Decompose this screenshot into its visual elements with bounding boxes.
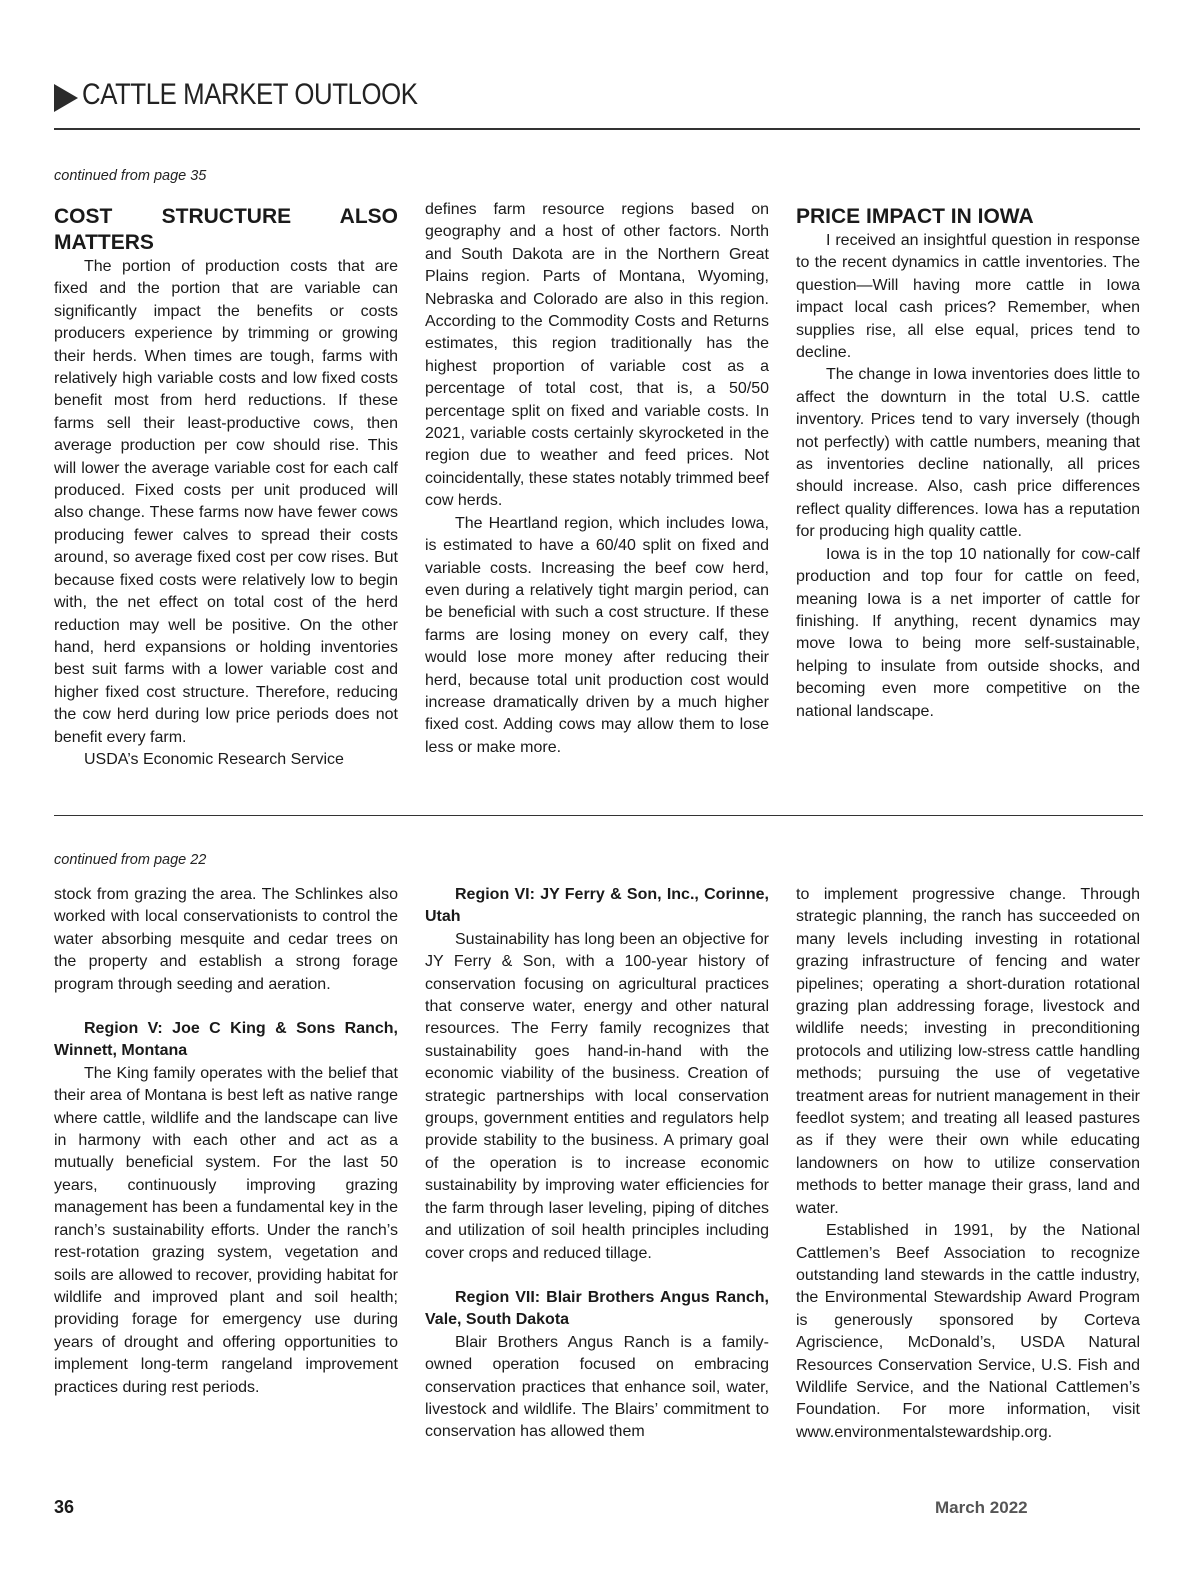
paragraph: stock from grazing the area. The Schlinkes also worked with local conservationists to control the water absorbing mesquite and cedar trees on the property and establish a strong forage program through seeding and aeration. [54, 886, 398, 993]
paragraph: to implement progressive change. Through strategic planning, the ranch has succeeded on many levels including investing in rotational grazing infrastructure of fencing and water pipelines; operating a short-duration rotational grazing plan addressing forage, livestock and wildlife needs; investing in preconditioning protocols and utilizing low-stress cattle handling methods; pursuing the use of vegetative treatment areas for nutrient management in their feedlot system; and treating all leased pastures as if they were their own while educating landowners on how to utilize conservation methods to better manage their grass, land and water. [796, 886, 1140, 1217]
bottom-column-1 [54, 884, 398, 1399]
paragraph: The portion of production costs that are fixed and the portion that are variable can significantly impact the benefits or costs producers experience by trimming or growing their herds. When times are tough, farms with relatively high variable costs and low fixed costs benefit most from herd reductions. If these farms sell their least-productive cows, then average production per cow should rise. This will lower the average variable cost for each calf produced. Fixed costs per unit produced will also change. These farms now have fewer cows producing fewer calves to spread their costs around, so average fixed cost per cow rises. But because fixed costs were relatively low to begin with, the net effect on total cost of the herd reduction may well be positive. On the other hand, herd expansions or holding inventories best suit farms with a lower variable cost and higher fixed cost structure. Therefore, reducing the cow herd during low price periods does not benefit every farm. [54, 258, 398, 746]
bottom-column-3 [796, 884, 1140, 1444]
triangle-arrow-icon [54, 84, 78, 112]
section-heading-cost-structure: COST STRUCTURE ALSO MATTERS [54, 205, 398, 254]
paragraph: I received an insightful question in response to the recent dynamics in cattle inventories. The question—Will having more cattle in Iowa impact local cash prices? Remember, when supplies rise, all else equal, prices tend to decline. [796, 232, 1140, 362]
continued-note-bottom: continued from page 22 [54, 852, 207, 868]
page-number: 36 [54, 1497, 75, 1517]
paragraph: Sustainability has long been an objective for JY Ferry & Son, with a 100-year history of conservation focusing on agricultural practices that conserve water, energy and other natural resources. The Ferry family recognizes that sustainability goes hand-in-hand with the economic viability of the business. Creation of strategic partnerships with local conservation groups, government entities and regulators help provide stability to the business. A primary goal of the operation is to increase economic sustainability by improving water efficiencies for the farm through laser leveling, piping of ditches and utilization of soil health principles including cover crops and reduced tillage. [425, 930, 769, 1262]
paragraph: The change in Iowa inventories does little to affect the downturn in the total U.S. cattle inventory. Prices tend to vary inversely (though not perfectly) with cattle numbers, meaning that as inventories decline nationally, all prices should increase. Also, cash price differences reflect quality differences. Iowa has a reputation for producing high quality cattle. [796, 366, 1140, 541]
subheading-region-vi: Region VI: JY Ferry & Son, Inc., Corinne, Utah [425, 886, 769, 926]
section-header [54, 78, 1140, 130]
paragraph: Iowa is in the top 10 nationally for cow-calf production and top four for cattle on feed, meaning Iowa is a net importer of cattle for finishing. If anything, recent dynamics may move Iowa to being more self-sustainable, helping to insulate from outside shocks, and becoming even more competitive on the national landscape. [796, 545, 1140, 720]
section-title: CATTLE MARKET OUTLOOK [82, 78, 418, 111]
subheading-region-v: Region V: Joe C King & Sons Ranch, Winnett, Montana [54, 1020, 398, 1060]
paragraph: Established in 1991, by the National Cattlemen’s Beef Association to recognize outstanding land stewards in the cattle industry, the Environmental Stewardship Award Program is generously sponsored by Corteva Agriscience, McDonald’s, USDA Natural Resources Conservation Service, U.S. Fish and Wildlife Service, and the National Cattlemen’s Foundation. For more information, visit www.environmentalstewardship.org. [796, 1222, 1140, 1441]
top-column-2 [425, 199, 769, 759]
section-heading-price-impact: PRICE IMPACT IN IOWA [796, 205, 1034, 228]
bottom-column-2 [425, 884, 769, 1444]
paragraph: defines farm resource regions based on geography and a host of other factors. North and South Dakota are in the Northern Great Plains region. Parts of Montana, Wyoming, Nebraska and Colorado are also in this region. According to the Commodity Costs and Returns estimates, this region traditionally has the highest proportion of variable cost as a percentage of total cost, that is, a 50/50 percentage split on fixed and variable costs. In 2021, variable costs certainly skyrocketed in the region due to weather and feed prices. Not coincidentally, these states notably trimmed beef cow herds. [425, 201, 769, 510]
top-column-3 [796, 204, 1140, 723]
top-column-1 [54, 204, 398, 771]
paragraph: The Heartland region, which includes Iowa, is estimated to have a 60/40 split on fixed and variable costs. Increasing the beef cow herd, even during a relatively tight margin period, can be beneficial with such a cost structure. If these farms are losing money on every calf, they would lose more money after reducing their herd, because total unit production cost would increase dramatically driven by a much higher fixed cost. Adding cows may allow them to lose less or make more. [425, 514, 769, 756]
paragraph: USDA’s Economic Research Service [84, 750, 344, 768]
paragraph: Blair Brothers Angus Ranch is a family-owned operation focused on embracing conservation practices that enhance soil, water, livestock and wildlife. The Blairs’ commitment to conservation has allowed them [425, 1333, 769, 1441]
paragraph: The King family operates with the belief that their area of Montana is best left as native range where cattle, wildlife and the landscape can live in harmony with each other and act as a mutually beneficial system. For the last 50 years, continuously improving grazing management has been a fundamental key in the ranch’s sustainability efforts. Under the ranch’s rest-rotation grazing system, vegetation and soils are allowed to recover, providing habitat for wildlife and improved plant and soil health; providing forage for emergency use during years of drought and offering opportunities to implement long-term rangeland improvement practices during rest periods. [54, 1064, 398, 1396]
subheading-region-vii: Region VII: Blair Brothers Angus Ranch, Vale, South Dakota [425, 1288, 769, 1329]
section-divider [54, 815, 1143, 816]
continued-note-top: continued from page 35 [54, 168, 207, 184]
issue-date: March 2022 [935, 1498, 1028, 1517]
